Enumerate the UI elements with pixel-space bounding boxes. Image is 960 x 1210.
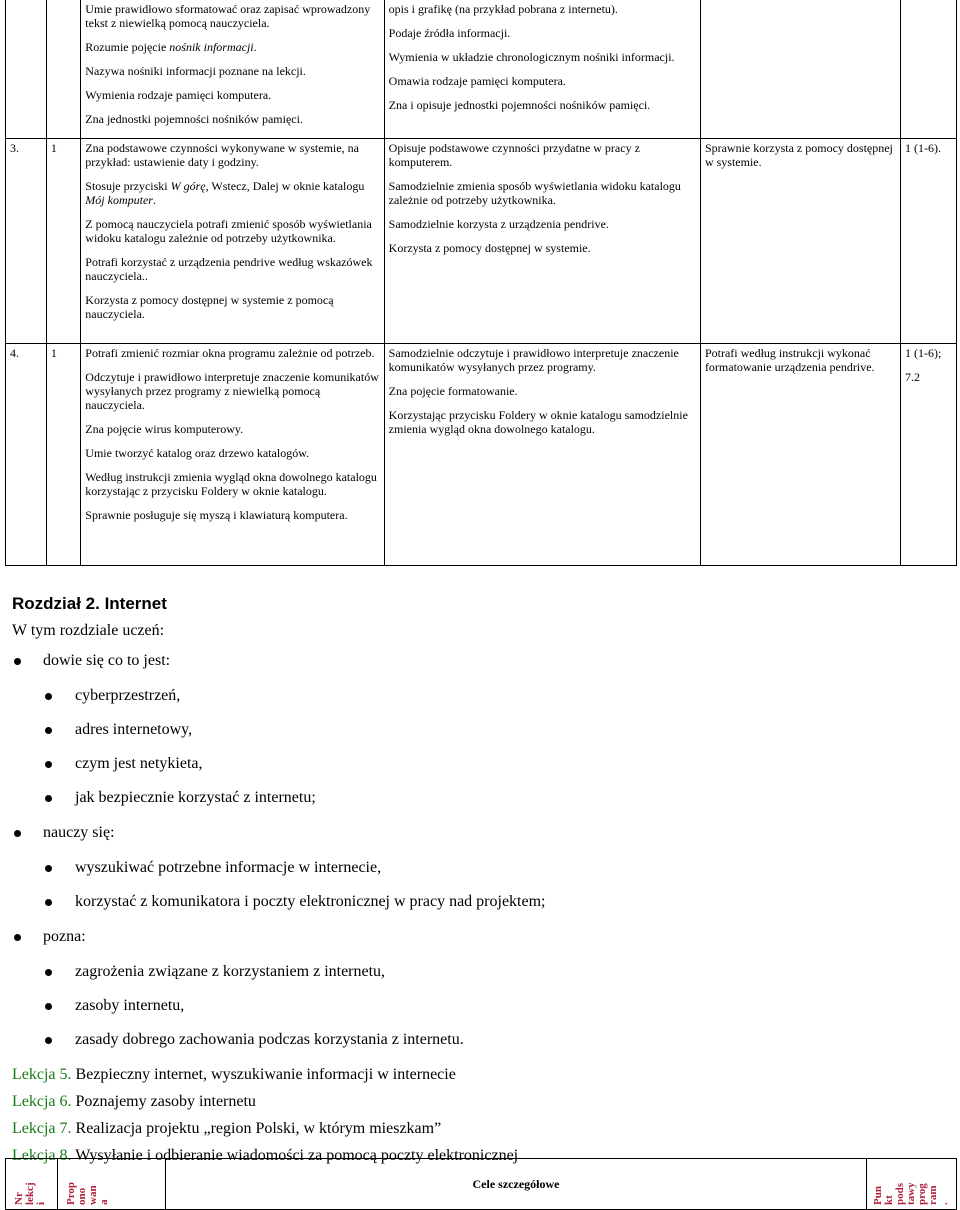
lesson-title: Bezpieczny internet, wyszukiwanie informacji w internecie [75,1066,456,1083]
requirement-item: Według instrukcji zmienia wygląd okna dowolnego katalogu korzystając z przycisku Foldery w oknie katalogu. [85,470,377,498]
list-item: adres internetowy, [43,721,952,739]
requirement-item: Wymienia w układzie chronologicznym nośniki informacji. [388,50,675,64]
requirement-item: Omawia rodzaje pamięci komputera. [388,74,566,88]
requirement-item: Opisuje podstawowe czynności przydatne w pracy z komputerem. [388,141,640,169]
list-item: zagrożenia związane z korzystaniem z internetu, [43,963,952,981]
sub-list [43,687,952,807]
basic-requirements-cell [81,139,384,344]
lesson-number-cell: 4. [6,344,47,566]
requirement-item: Odczytuje i prawidłowo interpretuje znaczenie komunikatów wysyłanych przez programy z niewielką pomocą nauczyciela. [85,370,379,412]
requirement-item: Potrafi według instrukcji wykonać formatowanie urządzenia pendrive. [704,346,875,374]
basic-requirements-cell [81,344,384,566]
requirement-item: Korzysta z pomocy dostępnej w systemie z pomocą nauczyciela. [85,293,334,321]
requirement-item: Wymienia rodzaje pamięci komputera. [85,88,272,102]
outcomes-list [12,652,952,1049]
curriculum-points-cell: 1 (1-6). [901,139,957,344]
requirement-item: Potrafi korzystać z urządzenia pendrive według wskazówek nauczyciela.. [85,255,373,283]
requirement-item: Korzystając przycisku Foldery w oknie katalogu samodzielnie zmienia wygląd okna dowolnego katalogu. [388,408,688,436]
table-row [6,0,957,139]
lesson-line [12,1093,952,1111]
requirement-item: Samodzielnie korzysta z urządzenia pendrive. [388,217,609,231]
requirement-item: Sprawnie korzysta z pomocy dostępnej w systemie. [704,141,893,169]
goals-table-header [5,1158,957,1210]
requirement-item: Rozumie pojęcie nośnik informacji. [85,40,257,54]
curriculum-point: 1 (1-6); [905,346,942,360]
lesson-line [12,1066,952,1084]
list-item [12,928,952,1049]
term-text: W górę [170,179,206,193]
term-text: Mój komputer [85,193,153,207]
table-row [6,1159,957,1210]
chapter-section [12,594,952,1174]
requirement-item: Zna jednostki pojemności nośników pamięci. [85,112,303,126]
header-goals: Cele szczegółowe [166,1159,867,1210]
sub-list [43,859,952,911]
header-proposed-hours [58,1159,166,1210]
requirement-item: Samodzielnie odczytuje i prawidłowo interpretuje znaczenie komunikatów wysyłanych przez programy. [388,346,679,374]
requirement-item: Z pomocą nauczyciela potrafi zmienić sposób wyświetlania widoku katalogu zależnie od potrzeby użytkownika. [85,217,372,245]
chapter-title: Rozdział 2. Internet [12,594,167,613]
top-requirements-cell [700,344,900,566]
header-lesson-number [6,1159,58,1210]
list-item: korzystać z komunikatora i poczty elektronicznej w pracy nad projektem; [43,893,952,911]
group-label: dowie się co to jest: [43,652,171,669]
requirement-item: Nazywa nośniki informacji poznane na lekcji. [85,64,306,78]
lesson-line [12,1120,952,1138]
lesson-title: Poznajemy zasoby internetu [75,1093,256,1110]
group-label: pozna: [43,928,86,945]
curriculum-points-cell [901,0,957,139]
list-item: jak bezpiecznie korzystać z internetu; [43,789,952,807]
requirements-table [5,0,957,566]
requirement-item: Potrafi zmienić rozmiar okna programu zależnie od potrzeb. [85,346,375,360]
sub-list [43,963,952,1049]
list-item [12,652,952,807]
requirement-item: Umie tworzyć katalog oraz drzewo katalogów. [85,446,310,460]
lesson-title: Wysyłanie i odbieranie wiadomości za pomocą poczty elektronicznej [75,1147,519,1164]
proposed-hours-cell [46,0,80,139]
top-requirements-cell [700,0,900,139]
list-item: czym jest netykieta, [43,755,952,773]
header-curriculum-points [867,1159,957,1210]
lesson-number-cell [6,0,47,139]
group-label: nauczy się: [43,824,115,841]
term-text: nośnik informacji [169,40,254,54]
header-label: Prop ono wan a [65,1181,110,1205]
header-label: Nr lekcj i [13,1182,47,1205]
proposed-hours-cell: 1 [46,139,80,344]
requirement-item: Zna pojęcie wirus komputerowy. [85,422,244,436]
requirement-item: Sprawnie posługuje się myszą i klawiaturą komputera. [85,508,348,522]
list-item: cyberprzestrzeń, [43,687,952,705]
requirement-item: Podaje źródła informacji. [388,26,511,40]
basic-requirements-cell [81,0,384,139]
lesson-label: Lekcja 6. [12,1093,72,1110]
list-item: zasady dobrego zachowania podczas korzystania z internetu. [43,1031,952,1049]
requirement-item: Zna pojęcie formatowanie. [388,384,518,398]
table-row [6,344,957,566]
list-item [12,824,952,911]
lesson-number-cell: 3. [6,139,47,344]
chapter-intro: W tym rozdziale uczeń: [12,622,165,639]
lesson-label: Lekcja 8. [12,1147,72,1164]
requirement-item: Stosuje przyciski W górę, Wstecz, Dalej w oknie katalogu Mój komputer. [85,179,365,207]
requirement-item: Samodzielnie zmienia sposób wyświetlania widoku katalogu zależnie od potrzeby użytkownika. [388,179,681,207]
table-row [6,139,957,344]
list-item: wyszukiwać potrzebne informacje w internecie, [43,859,952,877]
top-requirements-cell [700,139,900,344]
extended-requirements-cell [384,344,700,566]
extended-requirements-cell [384,0,700,139]
requirement-item: Korzysta z pomocy dostępnej w systemie. [388,241,591,255]
lesson-label: Lekcja 5. [12,1066,72,1083]
requirement-item: Umie prawidłowo sformatować oraz zapisać wprowadzony tekst z niewielką pomocą nauczyciela. [85,2,371,30]
list-item: zasoby internetu, [43,997,952,1015]
proposed-hours-cell: 1 [46,344,80,566]
curriculum-points-cell [901,344,957,566]
curriculum-point: 7.2 [905,370,921,384]
lesson-label: Lekcja 7. [12,1120,72,1137]
extended-requirements-cell [384,139,700,344]
header-label: Pun kt pods tawy prog ram . [872,1182,950,1205]
requirement-item: Zna i opisuje jednostki pojemności nośników pamięci. [388,98,651,112]
requirement-item: Zna podstawowe czynności wykonywane w systemie, na przykład: ustawienie daty i godziny. [85,141,359,169]
requirement-item: opis i grafikę (na przykład pobrana z internetu). [388,2,618,16]
lesson-title: Realizacja projektu „region Polski, w którym mieszkam” [75,1120,442,1137]
